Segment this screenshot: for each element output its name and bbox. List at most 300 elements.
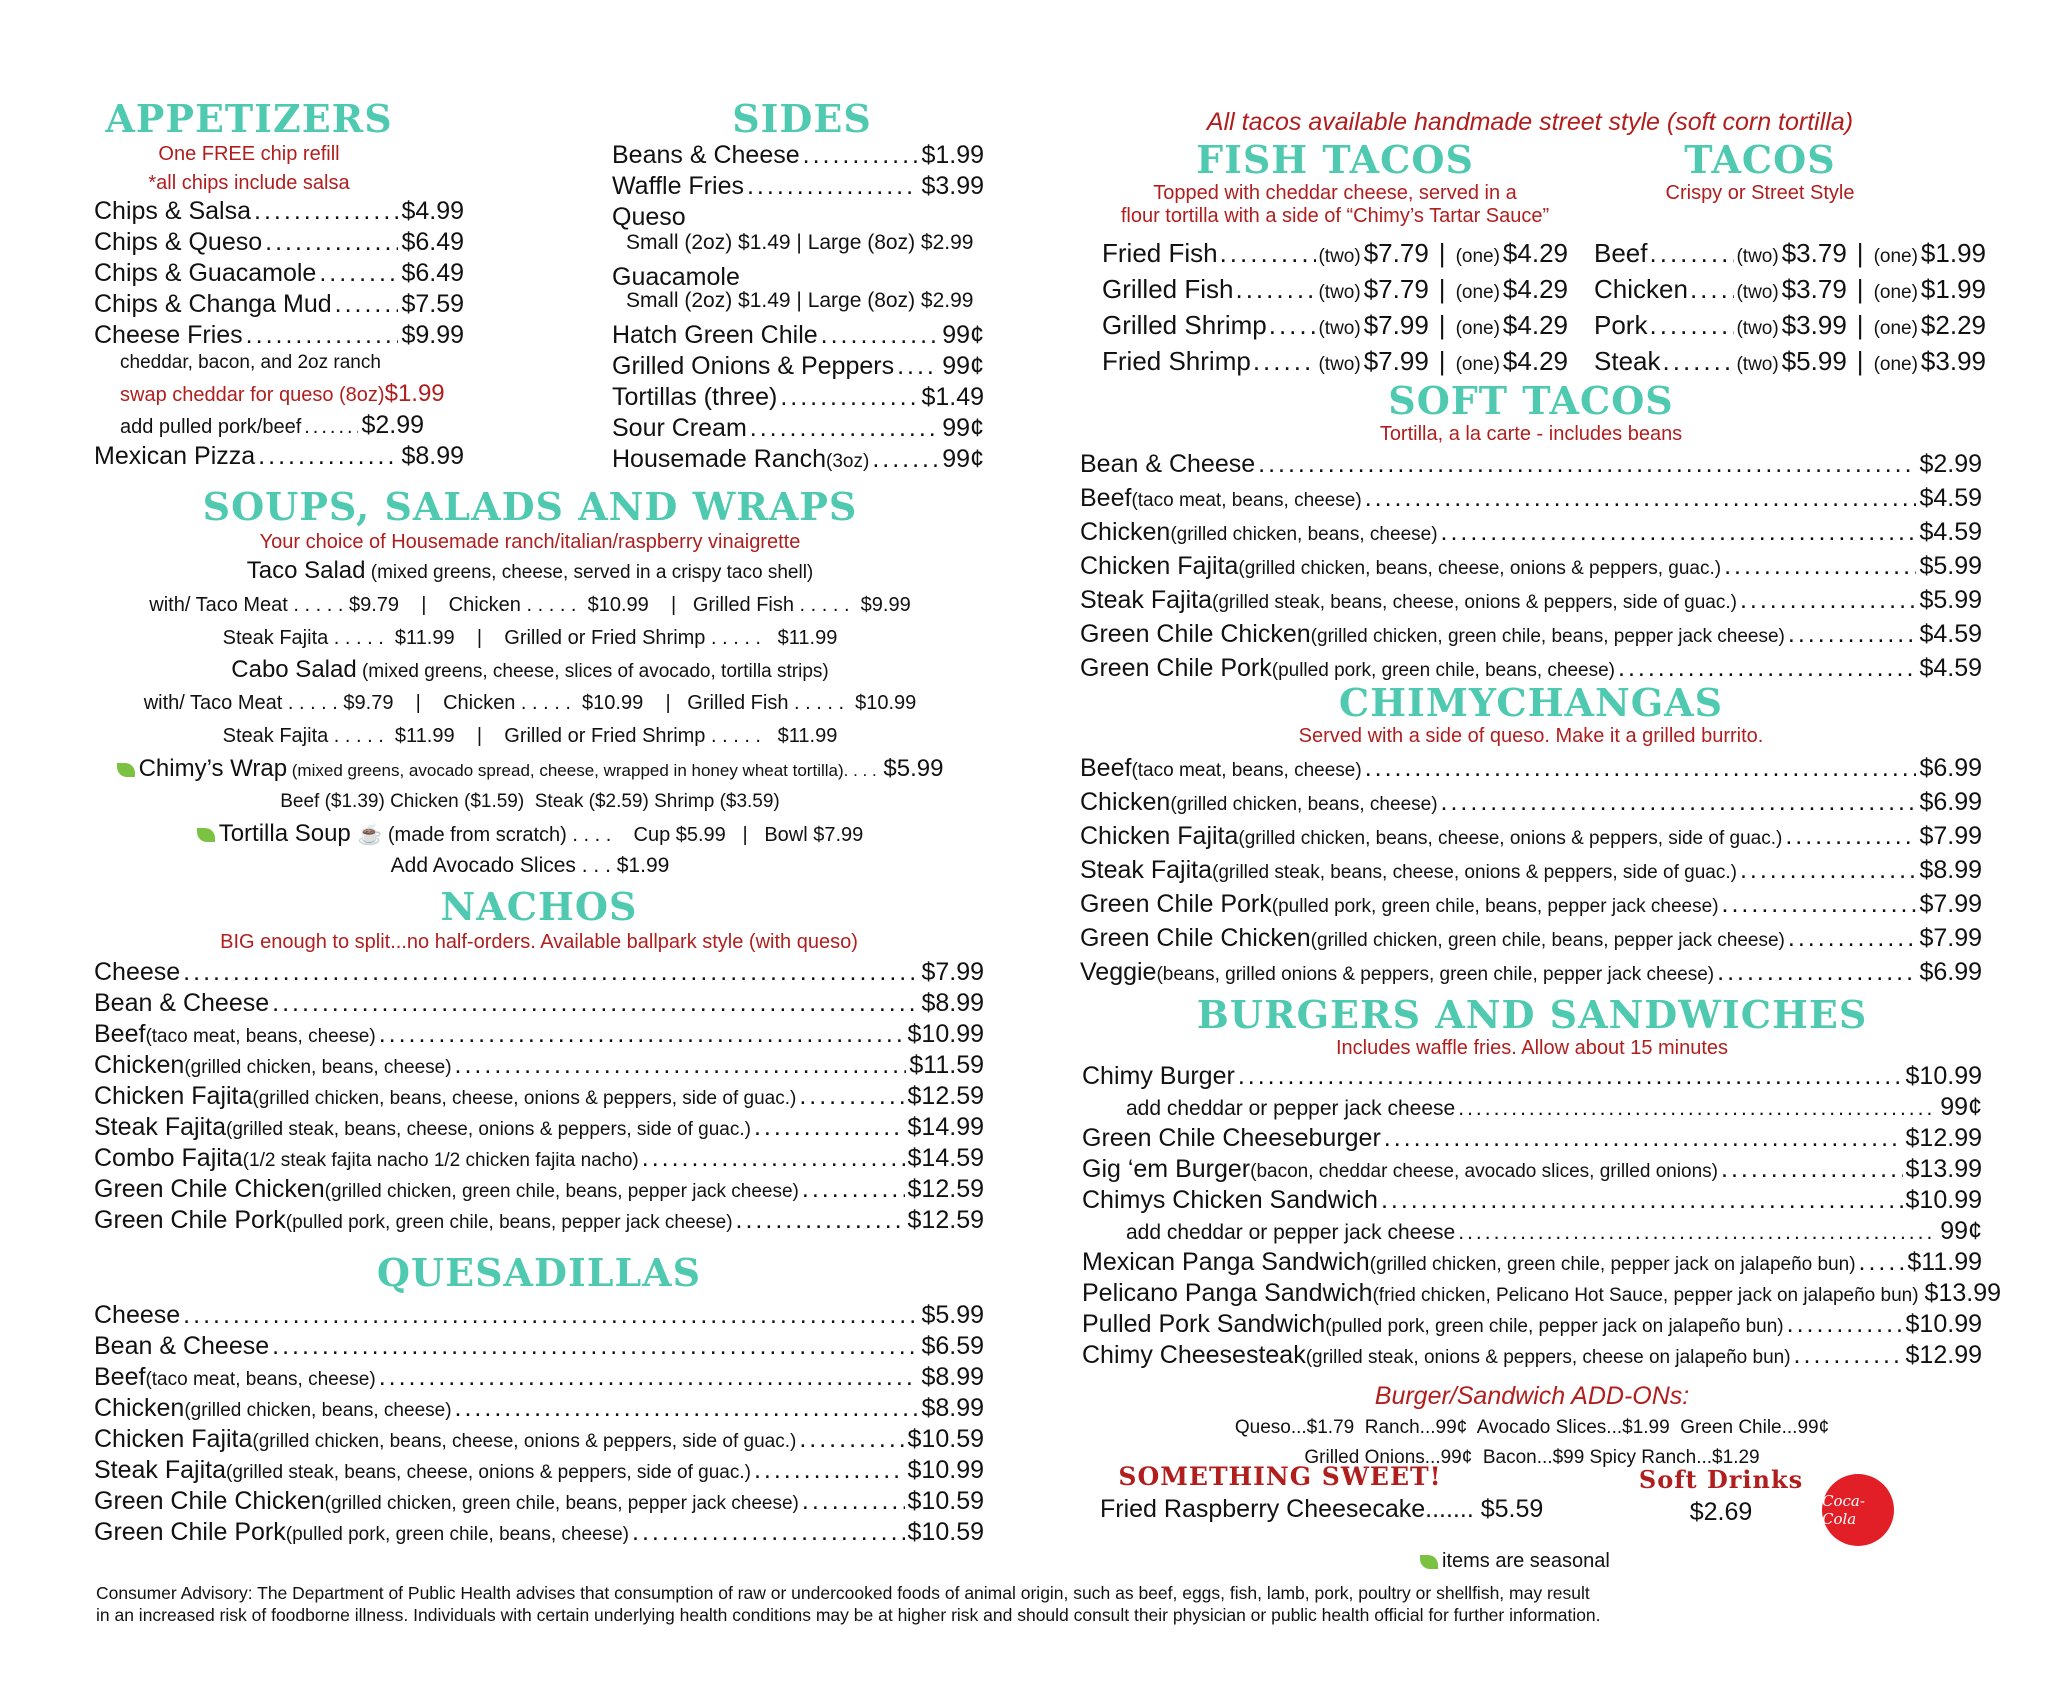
item-name: Chicken: [1080, 518, 1171, 546]
menu-item-row: [1080, 890, 1982, 924]
menu-item-row: [1080, 822, 1982, 856]
menu-item-row: [612, 383, 984, 414]
dot-leader: [1859, 1248, 1905, 1277]
dot-leader: [335, 290, 399, 319]
menu-item-row: [1082, 1217, 1982, 1248]
separator: |: [1438, 310, 1446, 340]
item-price: $7.99: [1919, 822, 1982, 850]
dot-leader: [1785, 822, 1916, 851]
two-price: $7.99: [1363, 310, 1429, 340]
taco-name: Grilled Fish: [1102, 274, 1234, 304]
item-description: (grilled chicken, beans, cheese): [1170, 524, 1438, 545]
item-name: Veggie: [1080, 958, 1157, 986]
item-price: $13.99: [1924, 1279, 2002, 1307]
dot-leader: [1724, 552, 1916, 581]
soft-tacos-list: [1080, 450, 1982, 688]
item-description: (taco meat, beans, cheese): [1131, 760, 1362, 781]
one-price: $3.99: [1920, 346, 1986, 376]
sides-section: [612, 96, 984, 476]
sides-ranch-row: [612, 445, 984, 476]
tacos-price-grid: [1080, 238, 1986, 382]
item-name: Hatch Green Chile: [612, 321, 818, 349]
menu-item-row: [94, 1518, 984, 1549]
dot-leader: [1618, 654, 1916, 683]
taco-row: [1594, 274, 1986, 310]
item-name: Tortillas (three): [612, 383, 778, 411]
separator: |: [1856, 238, 1864, 268]
addons-title: Burger/Sandwich ADD-ONs:: [1374, 1382, 1690, 1410]
item-name: Green Chile Chicken: [1080, 620, 1311, 648]
dot-leader: [379, 1363, 919, 1392]
item-price: $6.49: [401, 259, 464, 287]
chimychangas-section: [1080, 680, 1982, 992]
fish-tacos-list: [1102, 238, 1568, 382]
tacos-header: [1600, 137, 1980, 228]
item-description: (grilled chicken, green chile, beans, pepper jack cheese): [1310, 626, 1785, 647]
item-description: (pulled pork, green chile, beans, pepper jack cheese): [285, 1212, 733, 1233]
soup-bowl-icon: ☕: [357, 824, 383, 846]
item-name: Green Chile Pork: [1080, 890, 1272, 918]
fish-tacos-title: FISH TACOS: [1196, 137, 1474, 182]
dot-leader: [265, 228, 398, 257]
two-label: (two): [1318, 354, 1361, 375]
dot-leader: [642, 1144, 905, 1173]
item-name: Bean & Cheese: [94, 1332, 270, 1360]
taco-row: [1594, 238, 1986, 274]
one-price: $4.29: [1502, 274, 1568, 304]
item-name: Combo Fajita: [94, 1144, 243, 1172]
soups-title: SOUPS, SALADS AND WRAPS: [202, 484, 858, 529]
seasonal-note-text: items are seasonal: [1442, 1550, 1610, 1572]
tortilla-soup-name: Tortilla Soup: [218, 820, 351, 847]
item-price: $4.59: [1919, 484, 1982, 512]
tacos-list: [1594, 238, 1986, 382]
menu-item-row: [94, 1363, 984, 1394]
separator: |: [1438, 346, 1446, 376]
item-description: (grilled steak, beans, cheese, onions & peppers, side of guac.): [1212, 592, 1737, 613]
dot-leader: [736, 1206, 905, 1235]
menu-item-row: [94, 1020, 984, 1051]
sweet-item: Fried Raspberry Cheesecake....... $5.59: [1100, 1495, 1544, 1523]
item-price: 99¢: [942, 321, 984, 349]
drinks-price: $2.69: [1689, 1498, 1753, 1526]
dot-leader: [1663, 346, 1735, 377]
taco-name: Grilled Shrimp: [1102, 310, 1267, 340]
taco-salad-desc: (mixed greens, cheese, served in a crispy taco shell): [365, 562, 814, 583]
sides-ranch-desc: (3oz): [826, 451, 870, 472]
menu-item-row: [1080, 450, 1982, 484]
menu-item-row: [612, 321, 984, 352]
menu-item-row: [1080, 586, 1982, 620]
item-name: Chicken Fajita: [1080, 822, 1239, 850]
sides-beans-price: $1.99: [921, 141, 984, 169]
item-name: Bean & Cheese: [94, 989, 270, 1017]
item-price: 99¢: [942, 414, 984, 442]
nachos-sub: BIG enough to split...no half-orders. Available ballpark style (with queso): [220, 931, 858, 953]
swap-queso-text: swap cheddar for queso (8oz): [120, 384, 385, 406]
item-price: $5.99: [921, 1301, 984, 1329]
item-price: $2.99: [1919, 450, 1982, 478]
separator: |: [1856, 310, 1864, 340]
item-name: Grilled Onions & Peppers: [612, 352, 895, 380]
item-description: (grilled chicken, beans, cheese, onions & peppers, guac.): [1238, 558, 1722, 579]
item-price: $5.99: [1919, 586, 1982, 614]
menu-item-row: [94, 290, 464, 321]
menu-item-row: [94, 228, 464, 259]
dot-leader: [1721, 1155, 1903, 1184]
item-price: $6.99: [1919, 788, 1982, 816]
item-description: (grilled chicken, beans, cheese, onions & peppers, side of guac.): [252, 1431, 797, 1452]
two-label: (two): [1736, 354, 1779, 375]
item-description: (taco meat, beans, cheese): [1131, 490, 1362, 511]
menu-item-row: [94, 1487, 984, 1518]
taco-salad-options-2: Steak Fajita . . . . . $11.99 | Grilled or Fried Shrimp . . . . . $11.99: [222, 627, 838, 649]
tortilla-soup-desc: (made from scratch) . . . . Cup $5.99 | Bowl $7.99: [382, 824, 864, 846]
burgers-list: [1082, 1062, 2002, 1372]
item-price: $8.99: [921, 989, 984, 1017]
drinks-section: [1626, 1465, 1816, 1527]
one-label: (one): [1873, 354, 1918, 375]
item-name: Chips & Guacamole: [94, 259, 317, 287]
item-price: $7.99: [1919, 890, 1982, 918]
item-price: $7.99: [1919, 924, 1982, 952]
two-label: (two): [1318, 246, 1361, 267]
taco-name: Pork: [1594, 310, 1648, 340]
two-label: (two): [1736, 318, 1779, 339]
item-price: $7.99: [921, 958, 984, 986]
dot-leader: [1690, 274, 1735, 305]
dot-leader: [754, 1456, 905, 1485]
quesadillas-section: [94, 1250, 984, 1549]
taco-name: Steak: [1594, 346, 1661, 376]
item-price: $10.99: [1905, 1062, 1982, 1090]
one-price: $4.29: [1502, 238, 1568, 268]
dot-leader: [1740, 856, 1917, 885]
menu-item-row: [94, 1206, 984, 1237]
appetizers-title: APPETIZERS: [105, 96, 393, 141]
soft-tacos-section: [1080, 378, 1982, 688]
sides-queso-name: Queso: [612, 203, 686, 231]
cabo-salad-line: [60, 654, 1000, 686]
tacos-banner: All tacos available handmade street style (soft corn tortilla): [1206, 108, 1854, 136]
item-price: $14.99: [907, 1113, 984, 1141]
dot-leader: [1441, 518, 1917, 547]
swap-queso-row: [94, 380, 464, 411]
two-label: (two): [1318, 282, 1361, 303]
nachos-list: [94, 958, 984, 1237]
dot-leader: [1269, 310, 1317, 341]
addons-line-2: Grilled Onions...99¢ Bacon...$99 Spicy Ranch...$1.29: [1304, 1447, 1760, 1468]
item-name: Green Chile Chicken: [94, 1175, 325, 1203]
item-name: Cheese: [94, 1301, 181, 1329]
dot-leader: [821, 321, 940, 350]
item-name: Chips & Queso: [94, 228, 263, 256]
mexican-pizza-name: Mexican Pizza: [94, 442, 256, 470]
item-price: $10.99: [907, 1456, 984, 1484]
dot-leader: [780, 383, 918, 412]
menu-item-row: [1080, 620, 1982, 654]
menu-item-row: [94, 958, 984, 989]
one-label: (one): [1455, 354, 1500, 375]
item-name: Mexican Panga Sandwich: [1082, 1248, 1370, 1276]
item-name: Beef: [1080, 754, 1132, 782]
item-price: $4.99: [401, 197, 464, 225]
item-price: $13.99: [1905, 1155, 1982, 1183]
two-price: $7.99: [1363, 346, 1429, 376]
tortilla-soup-line: [60, 818, 1000, 850]
item-price: 99¢: [942, 352, 984, 380]
dot-leader: [872, 445, 939, 474]
two-price: $7.79: [1363, 274, 1429, 304]
dot-leader: [272, 989, 918, 1018]
separator: |: [1438, 274, 1446, 304]
dot-leader: [1794, 1341, 1903, 1370]
item-name: Steak Fajita: [1080, 856, 1213, 884]
dot-leader: [272, 1332, 918, 1361]
item-name: Sour Cream: [612, 414, 747, 442]
two-label: (two): [1736, 246, 1779, 267]
two-price: $3.79: [1781, 274, 1847, 304]
menu-item-row: [1082, 1341, 1982, 1372]
item-price: 99¢: [1940, 1093, 1982, 1121]
dot-leader: [1722, 890, 1917, 919]
taco-salad-name: Taco Salad: [246, 557, 366, 584]
dot-leader: [1253, 346, 1317, 377]
taco-name: Chicken: [1594, 274, 1688, 304]
item-description: (grilled chicken, beans, cheese): [184, 1057, 452, 1078]
item-name: Steak Fajita: [1080, 586, 1213, 614]
item-description: (taco meat, beans, cheese): [145, 1026, 376, 1047]
menu-item-row: [1082, 1093, 1982, 1124]
taco-row: [1102, 310, 1568, 346]
sides-beans-row: [612, 141, 984, 172]
quesadillas-list: [94, 1301, 984, 1549]
item-name: Chicken: [94, 1051, 185, 1079]
menu-item-row: [1080, 924, 1982, 958]
item-price: $10.59: [907, 1425, 984, 1453]
sides-beans-name: Beans & Cheese: [612, 141, 800, 169]
dot-leader: [254, 197, 398, 226]
burgers-sub: Includes waffle fries. Allow about 15 minutes: [1335, 1037, 1729, 1059]
dot-leader: [1788, 924, 1917, 953]
menu-item-row: [1082, 1279, 2002, 1310]
sides-list: [612, 321, 984, 445]
one-label: (one): [1873, 318, 1918, 339]
item-name: Chicken: [94, 1394, 185, 1422]
item-name: Chicken Fajita: [1080, 552, 1239, 580]
drinks-title: Soft Drinks: [1638, 1465, 1804, 1494]
menu-item-row: [94, 1144, 984, 1175]
add-pork-text: add pulled pork/beef: [120, 416, 302, 438]
two-label: (two): [1318, 318, 1361, 339]
item-name: Pulled Pork Sandwich: [1082, 1310, 1326, 1338]
dot-leader: [258, 442, 398, 471]
item-price: $7.59: [401, 290, 464, 318]
dot-leader: [319, 259, 398, 288]
dot-leader: [1258, 450, 1916, 479]
item-description: (grilled chicken, green chile, beans, pepper jack cheese): [1310, 930, 1785, 951]
one-price: $1.99: [1920, 238, 1986, 268]
item-description: (fried chicken, Pelicano Hot Sauce, pepper jack on jalapeño bun): [1372, 1285, 1919, 1306]
appetizers-list: [94, 197, 464, 352]
item-name: Chicken Fajita: [94, 1425, 253, 1453]
fish-tacos-sub2: flour tortilla with a side of “Chimy’s Tartar Sauce”: [1120, 205, 1550, 227]
item-name: Beef: [94, 1363, 146, 1391]
item-name: Cheese: [94, 958, 181, 986]
item-price: $11.99: [1907, 1248, 1982, 1276]
menu-item-row: [1082, 1155, 1982, 1186]
consumer-advisory: [96, 1582, 1956, 1626]
dot-leader: [1220, 238, 1317, 269]
item-price: $10.99: [1905, 1310, 1982, 1338]
nachos-section: [94, 884, 984, 1237]
menu-item-row: [1082, 1310, 1982, 1341]
item-price: 99¢: [1940, 1217, 1982, 1245]
menu-item-row: [612, 414, 984, 445]
dot-leader: [1787, 1310, 1903, 1339]
two-price: $5.99: [1781, 346, 1847, 376]
chimychangas-list: [1080, 754, 1982, 992]
item-name: add cheddar or pepper jack cheese: [1126, 1221, 1456, 1244]
item-price: $11.59: [909, 1051, 984, 1079]
coca-cola-logo: Coca-Cola: [1822, 1474, 1894, 1546]
seasonal-note: [1420, 1550, 1610, 1573]
item-name: Green Chile Chicken: [94, 1487, 325, 1515]
item-name: Chimy Burger: [1082, 1062, 1235, 1090]
appetizers-section: [94, 96, 464, 473]
chimys-wrap-name: Chimy’s Wrap: [138, 755, 288, 782]
menu-item-row: [1080, 958, 1982, 992]
item-price: $4.59: [1919, 518, 1982, 546]
menu-item-row: [1080, 518, 1982, 552]
appetizers-sub2: *all chips include salsa: [148, 172, 350, 194]
dot-leader: [379, 1020, 905, 1049]
tacos-title: TACOS: [1684, 137, 1836, 182]
dot-leader: [1365, 754, 1917, 783]
fish-tacos-header: [1080, 137, 1600, 228]
dot-leader: [803, 141, 919, 170]
dot-leader: [897, 352, 939, 381]
leaf-icon: [117, 763, 135, 777]
taco-row: [1102, 346, 1568, 382]
item-name: Bean & Cheese: [1080, 450, 1256, 478]
dot-leader: [754, 1113, 905, 1142]
item-description: (taco meat, beans, cheese): [145, 1369, 376, 1390]
add-pork-row: [94, 411, 424, 442]
chimys-wrap-line: [60, 752, 1000, 786]
sweet-section: [1100, 1462, 1544, 1524]
menu-item-row: [94, 1301, 984, 1332]
menu-item-row: [1080, 552, 1982, 586]
quesadillas-title: QUESADILLAS: [376, 1250, 702, 1295]
menu-item-row: [1080, 856, 1982, 890]
item-description: (grilled chicken, green chile, beans, pepper jack cheese): [324, 1493, 799, 1514]
two-label: (two): [1736, 282, 1779, 303]
menu-item-row: [1082, 1062, 1982, 1093]
nachos-title: NACHOS: [440, 884, 638, 929]
dot-leader: [747, 172, 918, 201]
dot-leader: [802, 1487, 905, 1516]
dot-leader: [1650, 238, 1735, 269]
two-price: $3.99: [1781, 310, 1847, 340]
cheese-fries-note: cheddar, bacon, and 2oz ranch: [120, 352, 381, 373]
item-price: $14.59: [907, 1144, 984, 1172]
item-description: (bacon, cheddar cheese, avocado slices, grilled onions): [1250, 1161, 1719, 1182]
item-name: Green Chile Pork: [94, 1518, 286, 1546]
one-label: (one): [1873, 282, 1918, 303]
taco-row: [1594, 310, 1986, 346]
separator: |: [1856, 274, 1864, 304]
fish-tacos-sub1: Topped with cheddar cheese, served in a: [1153, 182, 1517, 204]
dot-leader: [1235, 274, 1316, 305]
wrap-options: Beef ($1.39) Chicken ($1.59) Steak ($2.59) Shrimp ($3.59): [280, 791, 780, 812]
taco-salad-options-1: with/ Taco Meat . . . . . $9.79 | Chicken . . . . . $10.99 | Grilled Fish . . . . . $9.99: [149, 594, 911, 616]
item-name: Steak Fajita: [94, 1113, 227, 1141]
taco-row: [1594, 346, 1986, 382]
cabo-salad-options-2: Steak Fajita . . . . . $11.99 | Grilled or Fried Shrimp . . . . . $11.99: [222, 725, 838, 747]
menu-item-row: [1080, 484, 1982, 518]
item-price: $10.59: [907, 1518, 984, 1546]
dot-leader: [1717, 958, 1916, 987]
item-price: $6.99: [1919, 958, 1982, 986]
one-price: $4.29: [1502, 310, 1568, 340]
menu-item-row: [94, 1175, 984, 1206]
item-name: Chicken: [1080, 788, 1171, 816]
menu-item-row: [1082, 1186, 1982, 1217]
dot-leader: [455, 1051, 907, 1080]
dot-leader: [799, 1425, 904, 1454]
menu-item-row: [94, 197, 464, 228]
dot-leader: [1458, 1097, 1937, 1121]
dot-leader: [304, 416, 358, 439]
appetizers-sub1: One FREE chip refill: [158, 143, 340, 165]
item-description: (1/2 steak fajita nacho 1/2 chicken fajita nacho): [242, 1150, 639, 1171]
menu-item-row: [94, 989, 984, 1020]
burgers-title: BURGERS AND SANDWICHES: [1196, 992, 1868, 1037]
item-name: Green Chile Chicken: [1080, 924, 1311, 952]
taco-row: [1102, 274, 1568, 310]
cabo-salad-name: Cabo Salad: [231, 656, 357, 683]
dot-leader: [1365, 484, 1917, 513]
menu-item-row: [94, 1051, 984, 1082]
tacos-section: [1080, 108, 1986, 382]
menu-item-row: [1080, 754, 1982, 788]
item-price: $10.99: [907, 1020, 984, 1048]
taco-name: Fried Shrimp: [1102, 346, 1251, 376]
item-description: (grilled steak, beans, cheese, onions & peppers, side of guac.): [226, 1462, 751, 1483]
dot-leader: [455, 1394, 919, 1423]
item-description: (grilled chicken, beans, cheese): [184, 1400, 452, 1421]
menu-item-row: [94, 321, 464, 352]
leaf-icon: [197, 828, 215, 842]
item-price: $4.59: [1919, 654, 1982, 682]
item-price: $12.59: [907, 1206, 984, 1234]
item-name: Green Chile Pork: [94, 1206, 286, 1234]
menu-item-row: [94, 1456, 984, 1487]
burgers-section: [1082, 992, 2002, 1473]
dot-leader: [1649, 310, 1734, 341]
menu-item-row: [94, 1113, 984, 1144]
item-price: $5.99: [1919, 552, 1982, 580]
sides-queso-sizes: Small (2oz) $1.49 | Large (8oz) $2.99: [626, 231, 974, 254]
one-label: (one): [1455, 318, 1500, 339]
taco-row: [1102, 238, 1568, 274]
item-price: $10.99: [1905, 1186, 1982, 1214]
cabo-salad-options-1: with/ Taco Meat . . . . . $9.79 | Chicken . . . . . $10.99 | Grilled Fish . . . . . $10.99: [143, 692, 917, 714]
avocado-line: Add Avocado Slices . . . $1.99: [390, 854, 670, 877]
sides-title: SIDES: [732, 96, 872, 141]
soups-section: [60, 484, 1000, 882]
